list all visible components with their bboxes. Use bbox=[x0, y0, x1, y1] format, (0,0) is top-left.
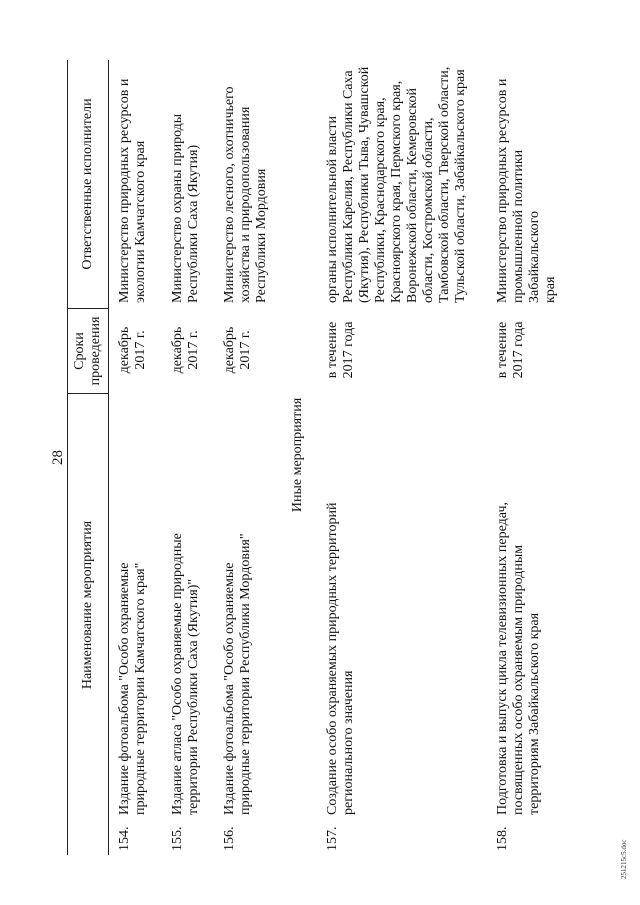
row-156-timing: декабрь 2017 г. bbox=[222, 326, 253, 374]
header-name: Наименование мероприятия bbox=[80, 520, 95, 690]
header-timing: Сроки проведения bbox=[72, 316, 103, 386]
row-157-timing: в течение 2017 года bbox=[325, 321, 356, 379]
section-title: Иные мероприятия bbox=[290, 397, 305, 513]
page-number: 28 bbox=[50, 450, 66, 465]
header-executors: Ответственные исполнители bbox=[80, 98, 95, 270]
row-154-timing: декабрь 2017 г. bbox=[117, 326, 148, 374]
row-158-number: 158. bbox=[495, 826, 510, 851]
row-158-name: Подготовка и выпуск цикла телевизионных передач, посвященных особо охраняемым природным территориям Забайкальского края bbox=[495, 502, 542, 815]
row-156-executors: Министерство лесного, охотничьего хозяйства и природопользования Республики Мордовия bbox=[222, 86, 269, 303]
table-top-rule bbox=[67, 60, 68, 855]
row-154-number: 154. bbox=[117, 826, 132, 851]
row-155-timing: декабрь 2017 г. bbox=[170, 326, 201, 374]
row-154-executors: Министерство природных ресурсов и экологии Камчатского края bbox=[117, 78, 148, 303]
row-158-timing: в течение 2017 года bbox=[495, 321, 526, 379]
row-157-executors: органы исполнительной власти Республики Карелия, Республики Саха (Якутия), Республики Тыва, Чувашской Республики, Краснодарского края, Красноярского края, Пермского края, Воронежской области, Кемеровской области, Костромской области, Тамбовской области, Тверской области, Тульской области, Забайкальского края bbox=[325, 66, 468, 303]
table-header-rule bbox=[108, 60, 109, 855]
row-155-name: Издание атласа "Особо охраняемые природные территории Республики Саха (Якутия)" bbox=[170, 533, 201, 815]
row-157-name: Создание особо охраняемых природных территорий регионального значения bbox=[325, 502, 356, 815]
row-157-number: 157. bbox=[325, 826, 340, 851]
row-156-number: 156. bbox=[222, 826, 237, 851]
header-separator-1 bbox=[67, 393, 108, 394]
row-156-name: Издание фотоальбома "Особо охраняемые природные территории Республики Мордовия" bbox=[222, 533, 253, 815]
row-154-name: Издание фотоальбома "Особо охраняемые природные территории Камчатского края" bbox=[117, 562, 148, 815]
footer-code: 251215c5.doc bbox=[620, 839, 628, 879]
row-155-number: 155. bbox=[170, 826, 185, 851]
row-155-executors: Министерство охраны природы Республики Саха (Якутия) bbox=[170, 113, 201, 303]
row-158-executors: Министерство природных ресурсов и промышленной политики Забайкальского края bbox=[495, 78, 558, 303]
